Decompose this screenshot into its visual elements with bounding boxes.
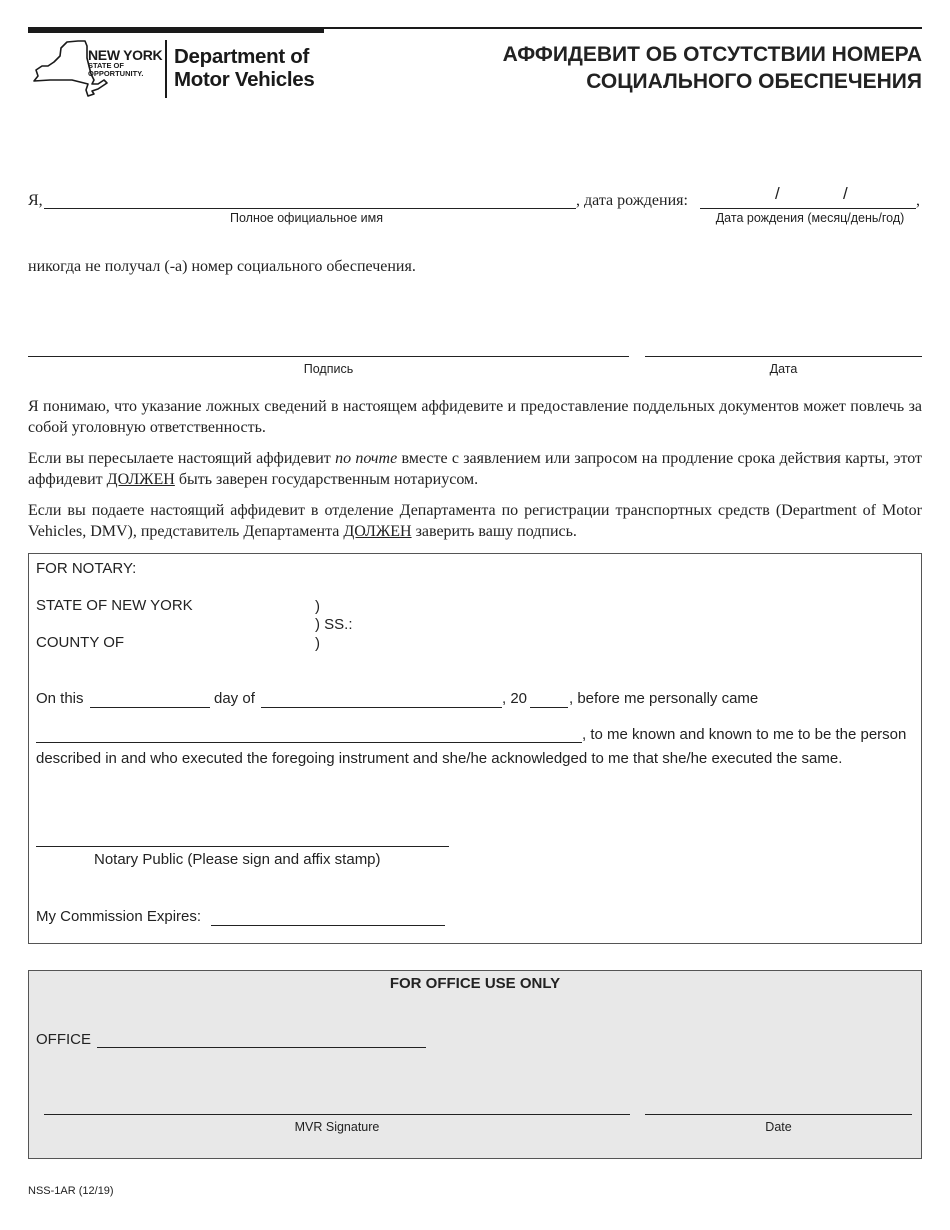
known-to-me-text: , to me known and known to me to be the person [582, 726, 907, 743]
full-name-caption: Полное официальное имя [230, 211, 383, 225]
before-me-text: , before me personally came [569, 690, 759, 707]
office-label: OFFICE [36, 1031, 91, 1048]
form-title [402, 41, 922, 95]
notary-month-field[interactable] [261, 707, 502, 708]
logo-state-name: NEW YORK [88, 47, 163, 63]
notary-year-field[interactable] [530, 707, 568, 708]
mail-notice-by-mail: по почте [335, 450, 398, 467]
false-statement-notice: Я понимаю, что указание ложных сведений в настоящем аффидевите и предоставление поддельных документов может повлечь за собой уголовную ответственность. [28, 398, 922, 436]
logo-state-tagline [88, 62, 143, 78]
on-this-text: On this [36, 690, 84, 707]
office-use-heading: FOR OFFICE USE ONLY [389, 975, 561, 992]
logo-department [174, 45, 314, 91]
dob-label: , дата рождения: [576, 192, 688, 209]
signature-date-field[interactable] [645, 356, 922, 357]
dmv-notice-text-b: заверить вашу подпись. [411, 523, 577, 540]
logo-dept-line1: Department of [174, 45, 310, 68]
dmv-notice-text-a: Если вы подаете настоящий аффидевит в отделение Департамента по регистрации транспортных средств (Department of Motor Vehicles, DMV), представитель Департамента [28, 502, 922, 540]
signature-field[interactable] [28, 356, 629, 357]
form-title-line2: СОЦИАЛЬНОГО ОБЕСПЕЧЕНИЯ [586, 70, 922, 93]
notary-section [28, 553, 922, 944]
venue-paren-3: ) [315, 635, 320, 652]
logo-dept-line2: Motor Vehicles [174, 68, 315, 91]
notary-signature-caption: Notary Public (Please sign and affix stamp) [94, 851, 381, 868]
form-code: NSS-1AR (12/19) [28, 1185, 114, 1197]
dob-caption: Дата рождения (месяц/день/год) [715, 211, 905, 225]
office-use-section [28, 970, 922, 1159]
mail-notice-text-a: Если вы пересылаете настоящий аффидевит [28, 450, 336, 467]
mail-notice-text-b: вместе с заявлением или запросом на продление срока действия карты, этот аффидевит [28, 450, 923, 488]
notary-heading: FOR NOTARY: [36, 560, 137, 577]
notary-county: COUNTY OF [36, 634, 125, 651]
dob-separator-1: / [775, 184, 780, 203]
form-title-line1: АФФИДЕВИТ ОБ ОТСУТСТВИИ НОМЕРА [502, 43, 922, 66]
identity-prefix: Я, [28, 192, 43, 209]
dob-end-comma: , [916, 192, 920, 209]
signature-caption: Подпись [303, 362, 354, 376]
signature-date-caption: Дата [769, 362, 798, 376]
commission-expires-field[interactable] [211, 925, 445, 926]
mail-notary-notice [28, 448, 922, 490]
year-prefix-text: , 20 [502, 690, 528, 707]
logo-divider [165, 40, 167, 98]
venue-paren-1: ) [315, 598, 320, 615]
header-rule-thin [324, 27, 922, 29]
mail-notice-must: ДОЛЖЕН [106, 471, 175, 488]
logo-tagline-line1: STATE OF [88, 61, 124, 70]
notary-day-field[interactable] [90, 707, 210, 708]
header-rule-thick [28, 27, 324, 33]
commission-expires-label: My Commission Expires: [36, 908, 202, 925]
dmv-notice-must: ДОЛЖЕН [343, 523, 412, 540]
described-text: described in and who executed the foregoing instrument and she/he acknowledged to me that she/he executed the same. [36, 750, 843, 767]
dob-separator-2: / [843, 184, 848, 203]
logo-tagline-line2: OPPORTUNITY. [88, 69, 144, 78]
mvr-signature-field[interactable] [44, 1114, 630, 1115]
full-name-field[interactable] [44, 208, 576, 209]
mvr-signature-caption: MVR Signature [294, 1120, 380, 1134]
office-field[interactable] [97, 1047, 426, 1048]
notary-state: STATE OF NEW YORK [36, 597, 193, 614]
office-date-caption: Date [765, 1120, 792, 1134]
dmv-office-notice [28, 500, 922, 542]
day-of-text: day of [214, 690, 255, 707]
dob-field[interactable] [700, 208, 916, 209]
mail-notice-text-c: быть заверен государственным нотариусом. [174, 471, 479, 488]
notary-person-name-field[interactable] [36, 742, 582, 743]
no-ssn-statement: никогда не получал (-а) номер социального обеспечения. [28, 258, 416, 275]
office-date-field[interactable] [645, 1114, 912, 1115]
notary-signature-field[interactable] [36, 846, 449, 847]
venue-ss: ) SS.: [315, 616, 353, 633]
